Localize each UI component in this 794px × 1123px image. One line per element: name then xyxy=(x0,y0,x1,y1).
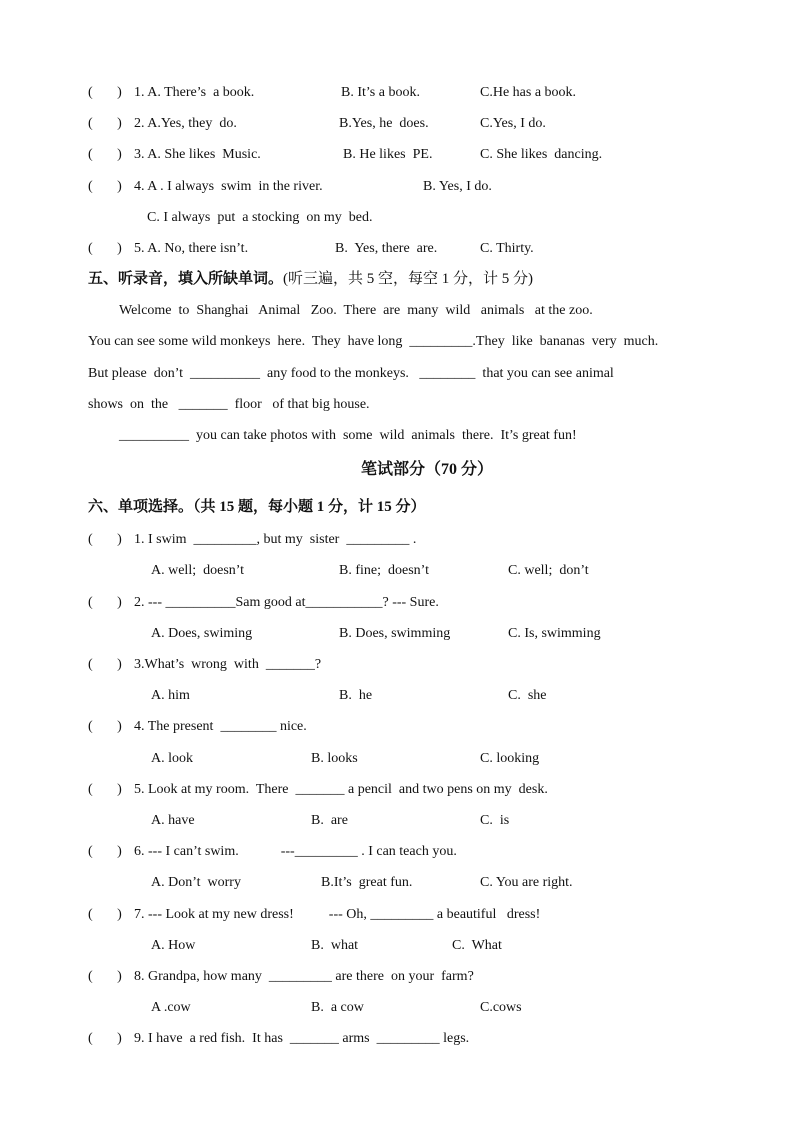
mc3-option-c: C. she xyxy=(508,688,547,703)
mc7-option-b: B. what xyxy=(311,938,359,953)
q3-option-c: C. She likes dancing. xyxy=(480,147,603,162)
passage-line-4: shows on the _______ floor of that big house. xyxy=(88,397,370,412)
q5-stem: 5. A. No, there isn’t. xyxy=(134,241,249,256)
mc7-stem: 7. --- Look at my new dress! --- Oh, _________ a beautiful dress! xyxy=(134,907,541,922)
q2-option-c: C.Yes, I do. xyxy=(480,116,546,131)
q4-option-c: C. I always put a stocking on my bed. xyxy=(147,210,373,225)
q2-option-b: B.Yes, he does. xyxy=(339,116,429,131)
mc2-stem: 2. --- __________Sam good at___________? --- Sure. xyxy=(134,595,439,610)
section5-heading-text: 五、听录音，填入所缺单词。 xyxy=(88,271,284,287)
passage-line-2: You can see some wild monkeys here. They have long _________.They like bananas very much. xyxy=(88,334,659,349)
mc1-option-c: C. well; don’t xyxy=(508,563,589,578)
q5-paren: ( ) xyxy=(88,241,122,256)
mc6-stem: 6. --- I can’t swim. ---_________ . I can teach you. xyxy=(134,844,457,859)
mc6-option-b: B.It’s great fun. xyxy=(321,875,413,890)
mc4-option-a: A. look xyxy=(151,751,193,766)
mc2-option-c: C. Is, swimming xyxy=(508,626,601,641)
mc5-paren: ( ) xyxy=(88,782,122,797)
mc1-paren: ( ) xyxy=(88,532,122,547)
mc2-paren: ( ) xyxy=(88,595,122,610)
q3-stem: 3. A. She likes Music. xyxy=(134,147,261,162)
mc4-option-c: C. looking xyxy=(480,751,540,766)
q1-option-c: C.He has a book. xyxy=(480,85,577,100)
mc7-option-c: C. What xyxy=(452,938,502,953)
q2-stem: 2. A.Yes, they do. xyxy=(134,116,237,131)
q5-option-c: C. Thirty. xyxy=(480,241,534,256)
q5-option-b: B. Yes, there are. xyxy=(335,241,438,256)
mc4-stem: 4. The present ________ nice. xyxy=(134,719,307,734)
section5-heading xyxy=(88,270,533,288)
passage-line-3: But please don’t __________ any food to the monkeys. ________ that you can see animal xyxy=(88,366,614,381)
q3-option-b: B. He likes PE. xyxy=(343,147,433,162)
mc3-stem: 3.What’s wrong with _______? xyxy=(134,657,322,672)
q3-paren: ( ) xyxy=(88,147,122,162)
mc1-option-b: B. fine; doesn’t xyxy=(339,563,429,578)
section5-heading-note: (听三遍，共 5 空，每空 1 分，计 5 分) xyxy=(283,271,534,287)
mc2-option-a: A. Does, swiming xyxy=(151,626,253,641)
mc3-option-a: A. him xyxy=(151,688,190,703)
mc7-paren: ( ) xyxy=(88,907,122,922)
mc4-paren: ( ) xyxy=(88,719,122,734)
mc6-option-c: C. You are right. xyxy=(480,875,573,890)
q4-paren: ( ) xyxy=(88,179,122,194)
q1-paren: ( ) xyxy=(88,85,122,100)
q4-stem: 4. A . I always swim in the river. xyxy=(134,179,323,194)
mc5-option-c: C. is xyxy=(480,813,510,828)
mc4-option-b: B. looks xyxy=(311,751,358,766)
mc9-paren: ( ) xyxy=(88,1031,122,1046)
mc6-option-a: A. Don’t worry xyxy=(151,875,241,890)
mc2-option-b: B. Does, swimming xyxy=(339,626,451,641)
q1-stem: 1. A. There’s a book. xyxy=(134,85,255,100)
mc7-option-a: A. How xyxy=(151,938,196,953)
mc6-paren: ( ) xyxy=(88,844,122,859)
mc3-option-b: B. he xyxy=(339,688,373,703)
mc1-stem: 1. I swim _________, but my sister _________ . xyxy=(134,532,417,547)
mc8-option-a: A .cow xyxy=(151,1000,191,1015)
section6-heading: 六、单项选择。（共 15 题，每小题 1 分，计 15 分） xyxy=(88,499,426,515)
mc8-option-b: B. a cow xyxy=(311,1000,364,1015)
written-part-title: 笔试部分（70 分） xyxy=(361,461,494,478)
q4-option-b: B. Yes, I do. xyxy=(423,179,492,194)
mc8-paren: ( ) xyxy=(88,969,122,984)
mc5-stem: 5. Look at my room. There _______ a pencil and two pens on my desk. xyxy=(134,782,548,797)
mc8-stem: 8. Grandpa, how many _________ are there on your farm? xyxy=(134,969,474,984)
mc5-option-b: B. are xyxy=(311,813,348,828)
mc5-option-a: A. have xyxy=(151,813,195,828)
q1-option-b: B. It’s a book. xyxy=(341,85,420,100)
passage-line-5: __________ you can take photos with some wild animals there. It’s great fun! xyxy=(119,428,577,443)
mc8-option-c: C.cows xyxy=(480,1000,522,1015)
passage-line-1: Welcome to Shanghai Animal Zoo. There are many wild animals at the zoo. xyxy=(119,303,593,318)
mc1-option-a: A. well; doesn’t xyxy=(151,563,245,578)
mc3-paren: ( ) xyxy=(88,657,122,672)
q2-paren: ( ) xyxy=(88,116,122,131)
mc9-stem: 9. I have a red fish. It has _______ arms _________ legs. xyxy=(134,1031,470,1046)
